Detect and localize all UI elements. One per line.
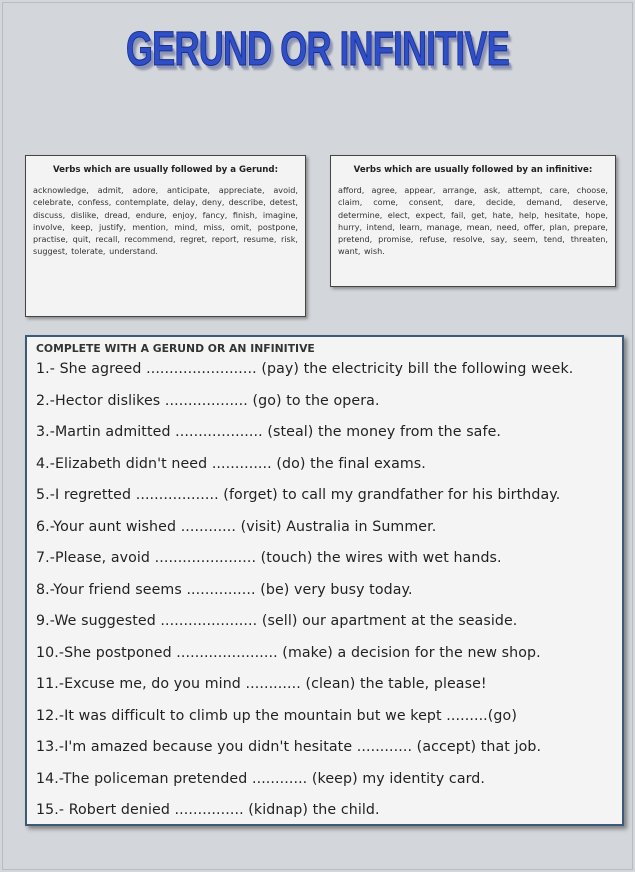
infinitive-box-heading: Verbs which are usually followed by an infinitive: (353, 165, 593, 175)
sentence-14: 14.-The policeman pretended ............ (keep) my identity card. (36, 770, 486, 787)
sentence-6: 6.-Your aunt wished ............ (visit) Australia in Summer. (36, 518, 437, 535)
exercise-box (25, 335, 624, 826)
sentence-1: 1.- She agreed ........................ (pay) the electricity bill the following week. (36, 361, 574, 377)
exercise-heading: COMPLETE WITH A GERUND OR AN INFINITIVE (36, 342, 315, 355)
sentence-4: 4.-Elizabeth didn't need ............. (do) the final exams. (36, 455, 426, 472)
sentence-13: 13.-I'm amazed because you didn't hesitate ............ (accept) that job. (36, 739, 542, 755)
sentence-5: 5.-I regretted .................. (forget) to call my grandfather for his birthday. (36, 487, 561, 503)
sentence-list (36, 359, 616, 832)
infinitive-verbs-box (330, 155, 616, 287)
infinitive-verb-list: afford, agree, appear, arrange, ask, attempt, care, choose, claim, come, consent, dare, decide, demand, deserve, determine, elect, expect, fail, get, hate, help, hesitate, hope, hurry, intend, learn, manage, mean, need, offer, plan, prepare, pretend, promise, refuse, resolve, say, seem, tend, threaten, want, wish. (338, 185, 608, 257)
sentence-3: 3.-Martin admitted ................... (steal) the money from the safe. (36, 424, 502, 440)
sentence-2: 2.-Hector dislikes .................. (go) to the opera. (36, 392, 380, 409)
gerund-box-heading: Verbs which are usually followed by a Gerund: (52, 165, 279, 175)
page-title: GERUND OR INFINITIVE (125, 23, 510, 76)
gerund-verb-list: acknowledge, admit, adore, anticipate, appreciate, avoid, celebrate, confess, contemplate, delay, deny, describe, detest, discuss, dislike, dread, endure, enjoy, fancy, finish, imagine, involve, keep, justify, mention, mind, miss, omit, postpone, practise, quit, recall, recommend, regret, report, resume, risk, suggest, tolerate, understand. (33, 185, 298, 257)
sentence-15: 15.- Robert denied ............... (kidnap) the child. (36, 802, 380, 818)
sentence-8: 8.-Your friend seems ............... (be) very busy today. (36, 581, 413, 598)
sentence-10: 10.-She postponed ...................... (make) a decision for the new shop. (36, 644, 541, 661)
sentence-9: 9.-We suggested ..................... (sell) our apartment at the seaside. (36, 613, 518, 629)
sentence-11: 11.-Excuse me, do you mind ............ (clean) the table, please! (36, 676, 487, 692)
sentence-12: 12.-It was difficult to climb up the mountain but we kept .........(go) (36, 707, 517, 724)
gerund-verbs-box (25, 155, 306, 317)
sentence-7: 7.-Please, avoid ...................... (touch) the wires with wet hands. (36, 550, 502, 566)
